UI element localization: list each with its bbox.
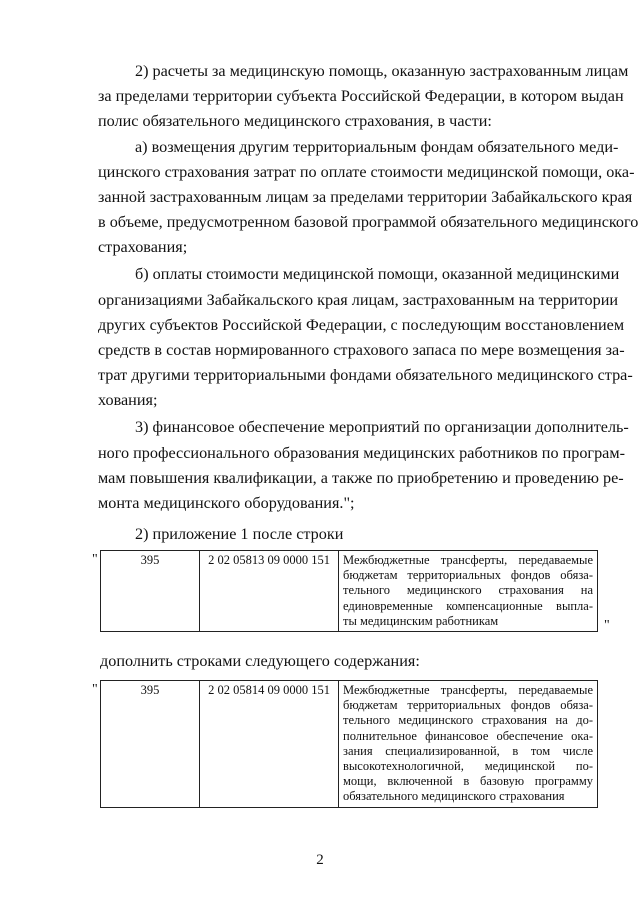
admin-code-cell: 395 [101, 551, 200, 632]
table-row [101, 551, 598, 632]
table-row [101, 681, 598, 808]
text-line: 3) финансовое обеспечение мероприятий по организации дополнитель- [135, 418, 629, 436]
text-line: средств в состав нормированного страхового запаса по мере возмещения за- [98, 341, 625, 359]
admin-code-cell: 395 [101, 681, 200, 808]
text-line: за пределами территории субъекта Российской Федерации, в котором выдан [98, 87, 624, 105]
open-quote: " [92, 682, 98, 697]
budget-table-new [100, 680, 598, 808]
appendix-line: 2) приложение 1 после строки [135, 525, 344, 543]
page-number: 2 [316, 852, 324, 868]
text-line: хования; [98, 391, 158, 409]
text-line: 2) расчеты за медицинскую помощь, оказанную застрахованным лицам [135, 62, 629, 80]
description-line: Межбюджетные трансферты, передаваемые [343, 683, 593, 697]
text-line: мам повышения квалификации, а также по приобретению и проведению ре- [98, 469, 624, 487]
text-line: других субъектов Российской Федерации, с последующим восстановлением [98, 316, 625, 334]
text-line: полис обязательного медицинского страхования, в части: [98, 112, 492, 130]
text-line: а) возмещения другим территориальным фондам обязательного меди- [135, 138, 619, 156]
close-quote: " [604, 618, 610, 633]
text-line: цинского страхования затрат по оплате стоимости медицинской помощи, ока- [98, 163, 635, 181]
text-line: трат другими территориальными фондами обязательного медицинского стра- [98, 366, 633, 384]
description-line: бюджетам территориальных фондов обяза- [343, 568, 593, 583]
description-line: высокотехнологичной, медицинской по- [343, 759, 593, 774]
text-line: б) оплаты стоимости медицинской помощи, оказанной медицинскими [135, 265, 620, 283]
description-line: ты медицинским работникам [343, 613, 499, 628]
text-line: монта медицинского оборудования."; [98, 494, 355, 512]
budget-code-cell: 2 02 05813 09 0000 151 [200, 551, 339, 632]
budget-table-existing [100, 550, 598, 632]
description-cell [339, 551, 598, 632]
supplement-line: дополнить строками следующего содержания: [100, 652, 420, 670]
text-line: ного профессионального образования медицинских работников по програм- [98, 444, 625, 462]
description-line: тельного медицинского страхования на [343, 583, 593, 598]
description-line: единовременные компенсационные выпла- [343, 598, 593, 613]
description-line: тельного медицинского страхования на до- [343, 713, 593, 728]
description-line: бюджетам территориальных фондов обяза- [343, 698, 593, 713]
text-line: в объеме, предусмотренном базовой программой обязательного медицинского [98, 213, 639, 231]
text-line: занной застрахованным лицам за пределами территории Забайкальского края [98, 188, 633, 206]
description-line: обязательного медицинского страхования [343, 789, 565, 804]
text-line: организациями Забайкальского края лицам, застрахованным на территории [98, 291, 619, 309]
description-line: Межбюджетные трансферты, передаваемые [343, 553, 593, 567]
description-line: зания специализированной, в том числе [343, 743, 593, 758]
description-cell [339, 681, 598, 808]
description-line: полнительное финансовое обеспечение ока- [343, 728, 593, 743]
open-quote: " [92, 552, 98, 567]
description-line: мощи, включенной в базовую программу [343, 774, 593, 789]
text-line: страхования; [98, 238, 188, 256]
budget-code-cell: 2 02 05814 09 0000 151 [200, 681, 339, 808]
